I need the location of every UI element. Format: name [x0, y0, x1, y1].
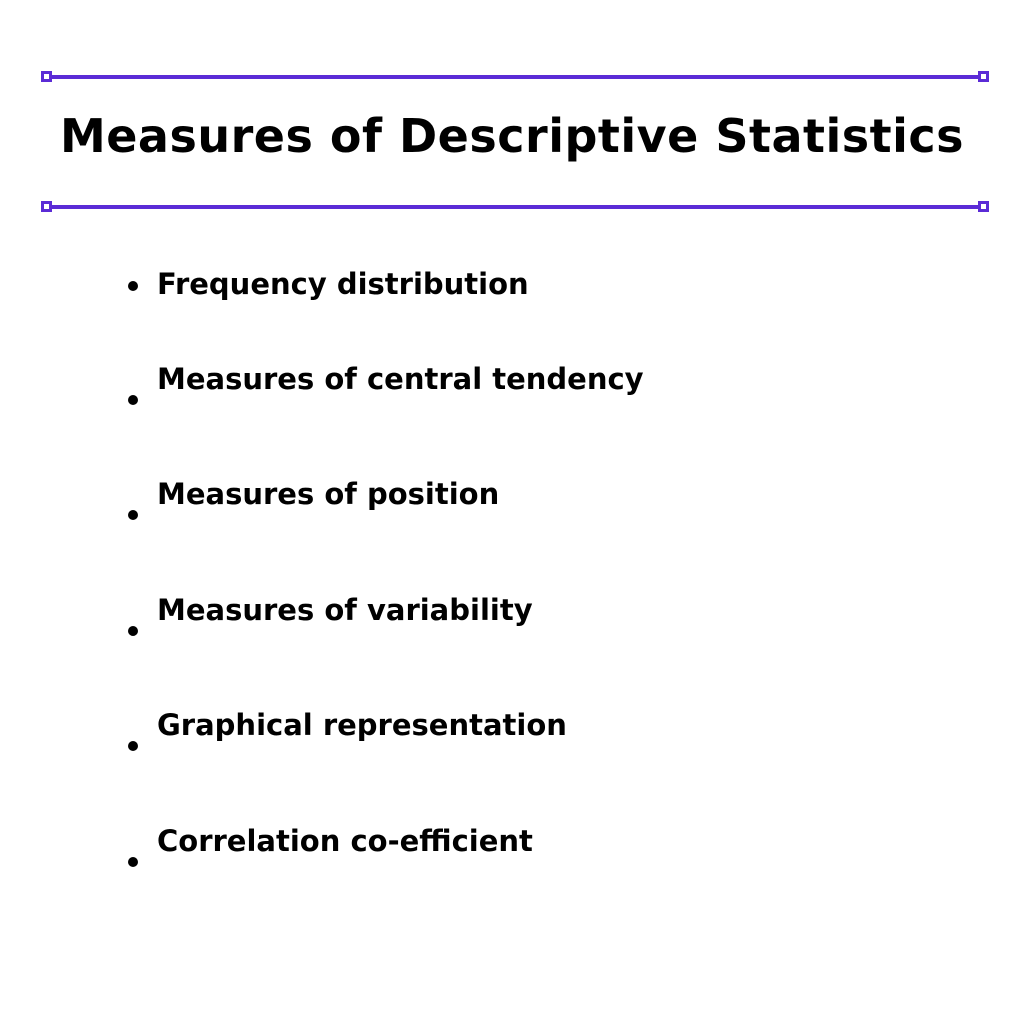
list-item-label: Measures of central tendency [157, 362, 644, 396]
list-item-label: Graphical representation [157, 708, 567, 742]
list-item-label: Measures of position [157, 477, 500, 511]
page-title: Measures of Descriptive Statistics [59, 109, 965, 163]
bottom-left-handle [41, 201, 52, 212]
bullet-icon [128, 857, 138, 867]
bullet-icon [128, 510, 138, 520]
bullet-icon [128, 281, 138, 291]
list-item-label: Correlation co-efficient [157, 824, 533, 858]
bottom-right-handle [978, 201, 989, 212]
bullet-icon [128, 741, 138, 751]
list-item-label: Frequency distribution [157, 267, 529, 301]
top-divider [49, 75, 981, 79]
bullet-icon [128, 395, 138, 405]
bottom-divider [49, 205, 981, 209]
top-left-handle [41, 71, 52, 82]
bullet-icon [128, 626, 138, 636]
top-right-handle [978, 71, 989, 82]
list-item-label: Measures of variability [157, 593, 533, 627]
